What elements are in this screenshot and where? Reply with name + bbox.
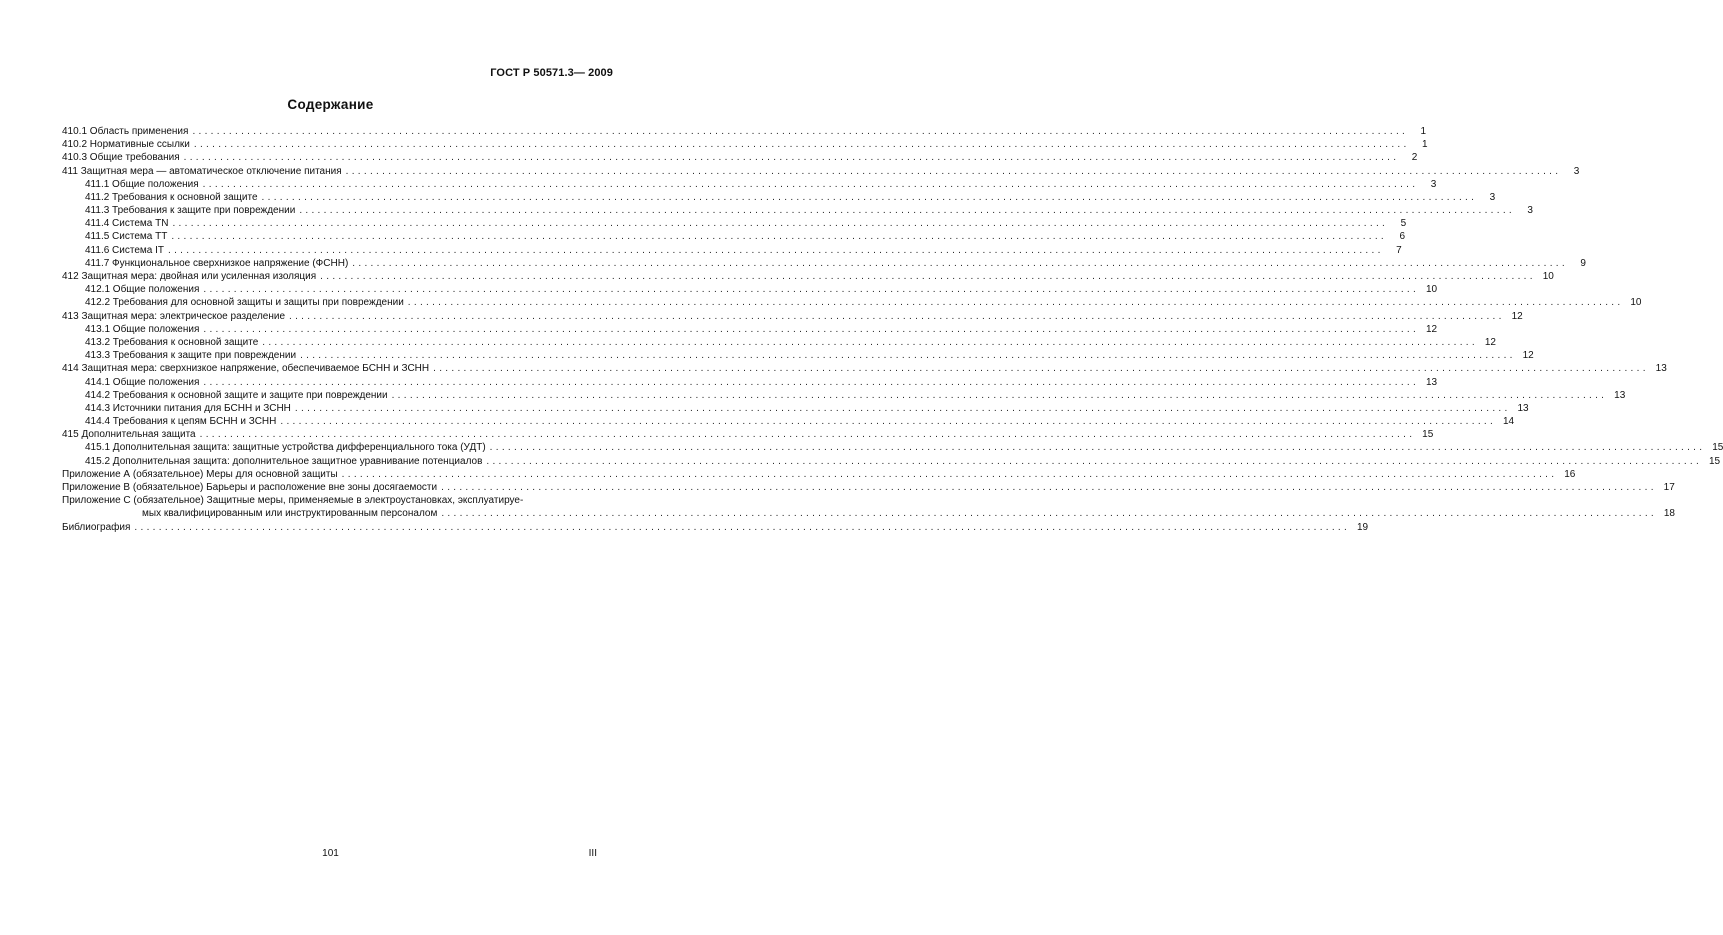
toc-entry-page: 1 <box>1420 125 1427 137</box>
toc-entry-page: 13 <box>1425 376 1438 388</box>
toc-entry-label: 411.5 Система TT <box>85 231 168 243</box>
toc-entry-label: 414.4 Требования к цепям БСНН и ЗСНН <box>85 416 277 428</box>
toc-entry-label: 411.3 Требования к защите при повреждении <box>85 205 296 217</box>
toc-entry-page: 12 <box>1425 323 1438 335</box>
toc-entry-page: 12 <box>1484 336 1496 348</box>
toc-entry-page: 3 <box>1489 191 1496 203</box>
leader-dots: ........................................................................................................................................................................................................ <box>280 416 1497 428</box>
toc-entry[interactable] <box>62 442 1723 455</box>
toc-entry[interactable] <box>62 217 1407 230</box>
page-number: 101 <box>322 848 339 859</box>
toc-entry-page: 17 <box>1663 482 1675 494</box>
toc-entry-page: 12 <box>1522 350 1534 362</box>
toc-entry-page: 12 <box>1511 310 1523 322</box>
leader-dots: ........................................................................................................................................................................................................ <box>486 455 1703 467</box>
toc-entry[interactable] <box>62 138 1428 151</box>
leader-dots: ........................................................................................................................................................................................................ <box>168 244 1384 256</box>
toc-entry-label: 411.1 Общие положения <box>85 178 199 190</box>
document-id: ГОСТ Р 50571.3— 2009 <box>490 67 613 79</box>
toc-entry-label: 410.3 Общие требования <box>62 152 180 164</box>
leader-dots: ........................................................................................................................................................................................................ <box>172 218 1389 230</box>
leader-dots: ........................................................................................................................................................................................................ <box>433 363 1649 375</box>
toc-entry[interactable] <box>62 151 1418 164</box>
toc-entry-page: 7 <box>1396 244 1402 256</box>
toc-entry[interactable] <box>62 310 1523 323</box>
leader-dots: ........................................................................................................................................................................................................ <box>199 429 1416 441</box>
toc-entry-label: 415.1 Дополнительная защита: защитные устройства дифференциального тока (УДТ) <box>85 442 486 454</box>
toc-entry-label-continuation: мых квалифицированным или инструктированным персоналом <box>142 508 438 520</box>
toc-entry-label: 414.3 Источники питания для БСНН и ЗСНН <box>85 402 291 414</box>
toc-entry-label: Библиография <box>62 521 131 533</box>
toc-entry-page: 1 <box>1422 139 1428 151</box>
toc-entry-page: 10 <box>1542 271 1554 283</box>
toc-entry[interactable] <box>62 349 1534 362</box>
toc-entry-page: 3 <box>1527 205 1533 217</box>
table-of-contents <box>62 125 1723 534</box>
toc-entry-page: 2 <box>1411 152 1418 164</box>
leader-dots: ........................................................................................................................................................................................................ <box>294 402 1511 414</box>
leader-dots: ........................................................................................................................................................................................................ <box>192 125 1409 137</box>
toc-entry[interactable] <box>62 376 1438 389</box>
toc-entry-page: 14 <box>1502 416 1515 428</box>
page-title: Содержание <box>287 97 374 112</box>
leader-dots: ........................................................................................................................................................................................................ <box>407 297 1624 309</box>
roman-page-number: III <box>588 848 597 859</box>
toc-entry[interactable] <box>62 178 1437 191</box>
toc-entry-label: 413.2 Требования к основной защите <box>85 336 259 348</box>
toc-entry-label: 411.6 Система IT <box>85 244 164 256</box>
leader-dots: ........................................................................................................................................................................................................ <box>203 323 1420 335</box>
toc-entry-label: 411.4 Система TN <box>85 218 169 230</box>
toc-entry[interactable] <box>62 336 1496 349</box>
toc-entry-label: 413.1 Общие положения <box>85 323 200 335</box>
toc-entry-page: 13 <box>1655 363 1667 375</box>
toc-entry-page: 15 <box>1422 429 1434 441</box>
toc-entry[interactable] <box>62 323 1438 336</box>
leader-dots: ........................................................................................................................................................................................................ <box>300 350 1516 362</box>
toc-entry-label: Приложение В (обязательное) Барьеры и расположение вне зоны досягаемости <box>62 482 438 494</box>
toc-entry-page: 6 <box>1399 231 1406 243</box>
toc-entry[interactable] <box>62 257 1586 270</box>
toc-entry[interactable] <box>62 165 1580 178</box>
toc-entry-page: 9 <box>1580 257 1586 269</box>
toc-entry-page: 15 <box>1708 455 1721 467</box>
toc-entry[interactable] <box>62 296 1642 309</box>
toc-entry-page: 16 <box>1564 468 1576 480</box>
toc-entry-label: 413.3 Требования к защите при повреждении <box>85 350 297 362</box>
toc-entry[interactable] <box>62 283 1438 296</box>
leader-dots: ........................................................................................................................................................................................................ <box>299 205 1515 217</box>
leader-dots: ........................................................................................................................................................................................................ <box>391 389 1608 401</box>
leader-dots: ........................................................................................................................................................................................................ <box>203 376 1420 388</box>
toc-entry[interactable] <box>62 415 1515 428</box>
toc-entry-label: 412.2 Требования для основной защиты и защиты при повреждении <box>85 297 404 309</box>
leader-dots: ........................................................................................................................................................................................................ <box>341 468 1558 480</box>
toc-entry-label: 415.2 Дополнительная защита: дополнительное защитное уравнивание потенциалов <box>85 455 483 467</box>
leader-dots: ........................................................................................................................................................................................................ <box>345 165 1562 177</box>
toc-entry[interactable] <box>62 402 1529 415</box>
toc-entry[interactable] <box>62 191 1496 204</box>
toc-entry-label: 414 Защитная мера: сверхнизкое напряжение, обеспечиваемое БСНН и ЗСНН <box>62 363 430 375</box>
toc-entry-page: 5 <box>1400 218 1407 230</box>
toc-entry[interactable] <box>62 362 1667 375</box>
toc-entry-label: 410.1 Область применения <box>62 125 189 137</box>
toc-entry[interactable] <box>62 231 1406 244</box>
toc-entry-label: 414.2 Требования к основной защите и защите при повреждении <box>85 389 388 401</box>
toc-entry-label: 413 Защитная мера: электрическое разделение <box>62 310 286 322</box>
toc-entry-page: 19 <box>1356 521 1369 533</box>
leader-dots: ........................................................................................................................................................................................................ <box>489 442 1706 454</box>
toc-entry-label: 411.7 Функциональное сверхнизкое напряжение (ФСНН) <box>85 257 349 269</box>
toc-entry-page: 13 <box>1517 402 1529 414</box>
toc-entry-label: 411.2 Требования к основной защите <box>85 191 258 203</box>
toc-entry[interactable] <box>62 481 1675 494</box>
toc-entry-page: 13 <box>1614 389 1626 401</box>
leader-dots: ........................................................................................................................................................................................................ <box>202 178 1419 190</box>
leader-dots: ........................................................................................................................................................................................................ <box>441 508 1657 520</box>
toc-entry-page: 3 <box>1430 178 1437 190</box>
toc-entry[interactable] <box>62 468 1576 481</box>
leader-dots: ........................................................................................................................................................................................................ <box>441 482 1657 494</box>
toc-entry-label: 415 Дополнительная защита <box>62 429 196 441</box>
leader-dots: ........................................................................................................................................................................................................ <box>171 231 1388 243</box>
toc-entry-label: Приложение А (обязательное) Меры для основной защиты <box>62 468 338 480</box>
toc-entry[interactable] <box>62 389 1626 402</box>
toc-entry-page: 15 <box>1712 442 1723 454</box>
toc-entry[interactable] <box>62 521 1369 534</box>
leader-dots: ........................................................................................................................................................................................................ <box>352 257 1568 269</box>
toc-entry-label: 410.2 Нормативные ссылки <box>62 139 190 151</box>
toc-entry[interactable] <box>62 428 1434 441</box>
leader-dots: ........................................................................................................................................................................................................ <box>183 152 1400 164</box>
leader-dots: ........................................................................................................................................................................................................ <box>320 271 1536 283</box>
toc-entry[interactable] <box>62 204 1533 217</box>
leader-dots: ........................................................................................................................................................................................................ <box>289 310 1505 322</box>
leader-dots: ........................................................................................................................................................................................................ <box>134 521 1351 533</box>
toc-entry-page: 18 <box>1663 508 1675 520</box>
leader-dots: ........................................................................................................................................................................................................ <box>193 139 1410 151</box>
toc-entry-page: 10 <box>1630 297 1642 309</box>
toc-entry[interactable] <box>62 244 1402 257</box>
leader-dots: ........................................................................................................................................................................................................ <box>262 336 1478 348</box>
toc-entry-label: 412 Защитная мера: двойная или усиленная изоляция <box>62 271 317 283</box>
toc-entry[interactable] <box>62 125 1427 138</box>
leader-dots: ........................................................................................................................................................................................................ <box>261 191 1478 203</box>
toc-entry-label: 411 Защитная мера — автоматическое отключение питания <box>62 165 342 177</box>
toc-entry-label: 412.1 Общие положения <box>85 284 200 296</box>
toc-entry-page: 3 <box>1573 165 1580 177</box>
toc-entry[interactable] <box>62 494 1675 520</box>
toc-entry-label: Приложение С (обязательное) Защитные меры, применяемые в электроустановках, эксплуатируе- <box>62 495 524 507</box>
toc-entry-page: 10 <box>1425 284 1438 296</box>
toc-entry[interactable] <box>62 270 1554 283</box>
leader-dots: ........................................................................................................................................................................................................ <box>203 284 1420 296</box>
toc-entry-label: 414.1 Общие положения <box>85 376 200 388</box>
toc-entry[interactable] <box>62 455 1721 468</box>
